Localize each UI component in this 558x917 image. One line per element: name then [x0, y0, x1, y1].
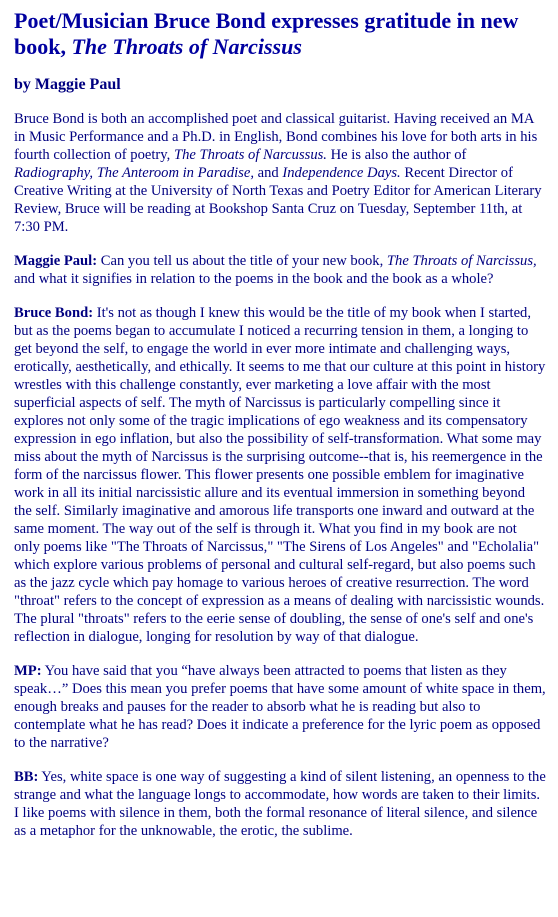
article-title — [14, 8, 546, 60]
speaker-label: Bruce Bond: — [14, 305, 94, 321]
question-1 — [14, 252, 546, 288]
intro-text-4: Recent Director of Creative Writing at the University of North Texas and Poetry Editor for American Literary Review, Bruce will be reading at Bookshop Santa Cruz on Tuesday, September 11th, at 7:30 PM. — [14, 165, 542, 235]
byline: by Maggie Paul — [14, 76, 121, 93]
title-book-name: The Throats of Narcissus — [71, 34, 302, 59]
question-2 — [14, 662, 546, 752]
intro-book-last: Independence Days. — [282, 165, 401, 181]
answer-1 — [14, 304, 546, 646]
intro-text-1: Bruce Bond is both an accomplished poet and classical guitarist. Having received an MA in Music Performance and a Ph.D. in English, Bond combines his love for both arts in his fourth collection of poetry, — [14, 111, 538, 163]
question-1-text-1: Can you tell us about the title of your new book, — [97, 253, 387, 269]
question-2-text: You have said that you “have always been attracted to poems that listen as they speak…” Does this mean you prefer poems that have some amount of white space in them, enough breaks and pauses for the reader to absorb what he is reading but also to contemplate what he has read? Does it indicate a preference for the lyric poem as opposed to the narrative? — [14, 663, 546, 751]
intro-book-title: The Throats of Narcussus. — [173, 147, 327, 163]
answer-2-text: Yes, white space is one way of suggesting a kind of silent listening, an openness to the strange and what the language longs to accommodate, how words are taken to their limits. I like poems with silence in them, both the formal resonance of literal silence, and silence as a metaphor for the unknowable, the erotic, the sublime. — [14, 769, 546, 839]
question-1-text-2: and what it signifies in relation to the poems in the book and the book as a whole? — [14, 271, 494, 287]
answer-1-text: It's not as though I knew this would be the title of my book when I started, but as the poems began to accumulate I noticed a recurring tension in them, a longing to get beyond the self, to engage the world in ever more intimate and challenging ways, erotically, aesthetically, and ethically. It seems to me that our culture at this point in history wrestles with this challenge constantly, ever marketing a love affair with the most superficial aspects of self. The myth of Narcissus is particularly compelling since it explores not only some of the tragic implications of ego weakness and its compensatory expression in ego inflation, but also the possibility of self-transformation. What some may miss about the myth of Narcissus is the surprising outcome--that is, his reemergence in the form of the narcissus flower. This flower presents one possible emblem for imaginative work in all its initial narcissistic allure and its eventual immersion in something beyond the self. Similarly imaginative and amorous life transports one inward and outward at the same moment. The way out of the self is through it. What you find in my book are not only poems like "The Throats of Narcissus," "The Sirens of Los Angeles" and "Echolalia" which explore various problems of personal and cultural self-regard, but also poems such as the jazz cycle which pay homage to various heroes of creative resurrection. The word "throat" refers to the concept of expression as a means of dealing with narcissistic wounds. The plural "throats" refers to the eerie sense of doubling, the sense of one's self and one's reflection in dialogue, longing for resolution by way of that dialogue. — [14, 305, 546, 645]
question-1-book-title: The Throats of Narcissus, — [386, 253, 537, 269]
speaker-label: BB: — [14, 769, 39, 785]
intro-book-list: Radiography, The Anteroom in Paradise, — [14, 165, 254, 181]
intro-text-2: He is also the author of — [326, 147, 467, 163]
intro-paragraph — [14, 110, 546, 236]
intro-text-3: and — [253, 165, 283, 181]
title-text: Poet/Musician Bruce Bond expresses gratitude in new book, — [14, 8, 519, 59]
speaker-label: Maggie Paul: — [14, 253, 98, 269]
speaker-label: MP: — [14, 663, 42, 679]
answer-2 — [14, 768, 546, 840]
